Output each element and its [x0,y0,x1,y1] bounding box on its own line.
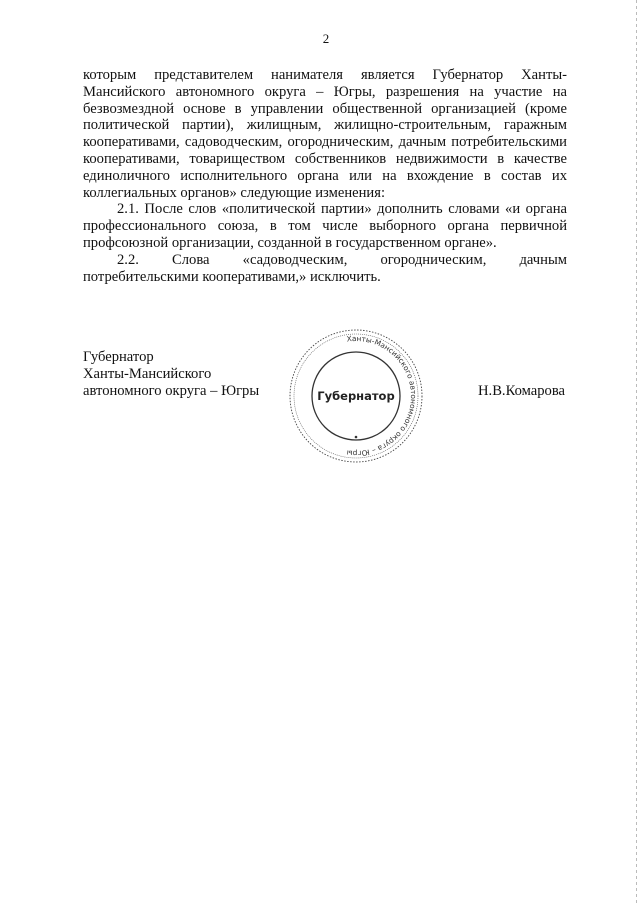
paragraph-2-2: 2.2. Слова «садоводческим, огородническим, дачным потребительскими кооперативами,» исключить. [83,251,567,285]
signature-title-line: автономного округа – Югры [83,382,260,399]
scan-edge [636,0,637,905]
page-number: 2 [322,31,330,46]
seal-center-text: Губернатор [317,389,395,403]
signature-title-line: Ханты-Мансийского [83,365,212,382]
seal-dot [355,436,358,439]
seal-ring-text-path: Ханты-Мансийского автономного округа – Югры [346,333,419,459]
official-seal [287,327,425,465]
document-body [83,67,567,285]
paragraph-continuation: которым представителем нанимателя является Губернатор Ханты-Мансийского автономного округа – Югры, разрешения на участие на безвозмездной основе в управлении общественной организацией (кроме политической партии), жилищным, жилищно-строительным, гаражным кооперативами, садоводческим, огородническим, дачным потребительскими кооперативами, товариществом собственников недвижимости в качестве единоличного исполнительного органа или на вхождение в состав их коллегиальных органов» следующие изменения: [83,67,567,201]
signature-block [83,349,259,399]
signature-title-line: Губернатор [83,349,154,365]
paragraph-2-1: 2.1. После слов «политической партии» дополнить словами «и органа профессионального союза, в том числе выборного органа первичной профсоюзной организации, созданной в государственном органе». [83,201,567,251]
signer-name: Н.В.Комарова [478,383,565,399]
